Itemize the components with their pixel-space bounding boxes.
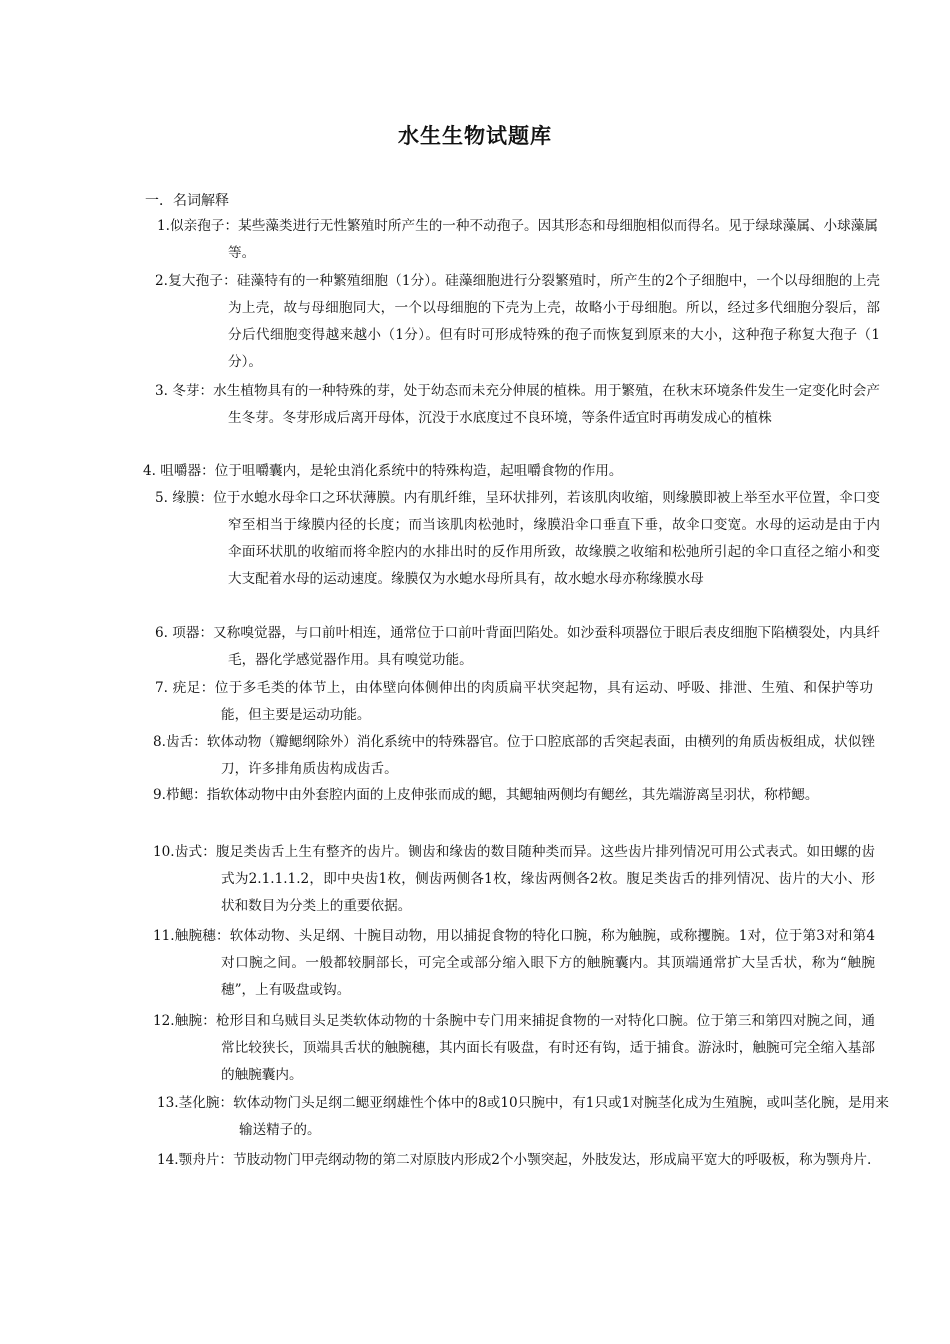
entry-term: 3. 冬芽：: [155, 383, 214, 399]
entry-definition: 某些藻类进行无性繁殖时所产生的一种不动孢子。因其形态和母细胞相似而得名。见于绿球藻属、小球藻属等。: [228, 218, 878, 261]
entry-definition: 枪形目和乌贼目头足类软体动物的十条腕中专门用来捕捉食物的一对特化口腕。位于第三和第四对腕之间，通常比较狭长，顶端具舌状的触腕穗，其内面长有吸盘，有时还有钩，适于捕食。游泳时，触腕可完全缩入基部的触腕囊内。: [215, 1013, 876, 1083]
entry-term: 8.齿舌：: [153, 734, 207, 750]
glossary-entry: [153, 839, 875, 920]
entry-definition: 软体动物（瓣鳃纲除外）消化系统中的特殊器官。位于口腔底部的舌突起表面，由横列的角质齿板组成，状似锉刀，许多排角质齿构成齿舌。: [206, 734, 875, 777]
entry-definition: 位于咀嚼囊内，是轮虫消化系统中的特殊构造，起咀嚼食物的作用。: [214, 463, 623, 479]
glossary-entry: [143, 458, 807, 485]
entry-term: 6. 项器：: [155, 625, 214, 641]
entry-definition: 指软体动物中由外套腔内面的上皮伸张而成的鳃，其鳃轴两侧均有鳃丝，其先端游离呈羽状，称栉鳃。: [206, 787, 819, 803]
entry-term: 5. 缘膜：: [155, 490, 214, 506]
glossary-entry: [155, 675, 873, 729]
entry-definition: 又称嗅觉器，与口前叶相连，通常位于口前叶背面凹陷处。如沙蚕科项器位于眼后表皮细胞下陷横裂处，内具纤毛，器化学感觉器作用。具有嗅觉功能。: [213, 625, 880, 668]
entry-definition: 位于水螅水母伞口之环状薄膜。内有肌纤维，呈环状排列，若该肌肉收缩，则缘膜即被上举至水平位置，伞口变窄至相当于缘膜内径的长度；而当该肌肉松弛时，缘膜沿伞口垂直下垂，故伞口变宽。水母的运动是由于内伞面环状肌的收缩而将伞腔内的水排出时的反作用所致，故缘膜之收缩和松弛所引起的伞口直径之缩小和变大支配着水母的运动速度。缘膜仅为水螅水母所具有，故水螅水母亦称缘膜水母: [213, 490, 880, 587]
entry-definition: 软体动物门头足纲二鳃亚纲雄性个体中的8或10只腕中，有1只或1对腕茎化成为生殖腕，或叫茎化腕，是用来输送精子的。: [233, 1095, 889, 1138]
entry-term: 13.茎化腕：: [157, 1095, 234, 1111]
entry-definition: 软体动物、头足纲、十腕目动物，用以捕捉食物的特化口腕，称为触腕，或称攫腕。1对，位于第3对和第4对口腕之间。一般都较胴部长，可完全或部分缩入眼下方的触腕囊内。其顶端通常扩大呈舌状，称为“触腕穗”，上有吸盘或钩。: [221, 928, 875, 998]
glossary-entry: [155, 620, 880, 674]
entry-term: 9.栉鳃：: [153, 787, 207, 803]
entry-definition: 水生植物具有的一种特殊的芽，处于幼态而未充分伸展的植株。用于繁殖，在秋末环境条件发生一定变化时会产生冬芽。冬芽形成后离开母体，沉没于水底度过不良环境，等条件适宜时再萌发成心的植株: [213, 383, 880, 426]
document-title: 水生生物试题库: [398, 124, 552, 148]
glossary-entry: [157, 1090, 889, 1144]
entry-term: 11.触腕穗：: [153, 928, 230, 944]
entry-term: 14.颚舟片：: [157, 1152, 233, 1168]
glossary-entry: [157, 1147, 889, 1174]
glossary-entry: [153, 1008, 875, 1089]
entry-definition: 位于多毛类的体节上，由体壁向体侧伸出的肉质扁平状突起物，具有运动、呼吸、排泄、生殖、和保护等功能，但主要是运动功能。: [214, 680, 874, 723]
entry-term: 1.似亲孢子：: [157, 218, 239, 234]
glossary-entry: [155, 485, 880, 593]
glossary-entry: [155, 268, 880, 376]
entry-term: 7. 疣足：: [155, 680, 215, 696]
glossary-entry: [155, 378, 880, 432]
entry-definition: 硅藻特有的一种繁殖细胞（1分）。硅藻细胞进行分裂繁殖时，所产生的2个子细胞中，一个以母细胞的上壳为上壳，故与母细胞同大，一个以母细胞的下壳为上壳，故略小于母细胞。所以，经过多代细胞分裂后，部分后代细胞变得越来越小（1分）。但有时可形成特殊的孢子而恢复到原来的大小，这种孢子称复大孢子（1分）。: [228, 273, 880, 370]
glossary-entry: [153, 782, 875, 809]
glossary-entry: [153, 923, 875, 1004]
entry-term: 10.齿式：: [153, 844, 216, 860]
glossary-entry: [157, 213, 878, 267]
entry-term: 4. 咀嚼器：: [143, 463, 215, 479]
glossary-entry: [153, 729, 875, 783]
entry-definition: 腹足类齿舌上生有整齐的齿片。铡齿和缘齿的数目随种类而异。这些齿片排列情况可用公式表式。如田螺的齿式为2.1.1.1.2，即中央齿1枚，侧齿两侧各1枚，缘齿两侧各2枚。腹足类齿舌的排列情况、齿片的大小、形状和数目为分类上的重要依据。: [215, 844, 876, 914]
entry-term: 12.触腕：: [153, 1013, 216, 1029]
section-heading: 一．名词解释: [145, 193, 229, 209]
entry-term: 2.复大孢子：: [155, 273, 237, 289]
entry-definition: 节肢动物门甲壳纲动物的第二对原肢内形成2个小颚突起，外肢发达，形成扁平宽大的呼吸板，称为颚舟片.: [233, 1152, 872, 1168]
